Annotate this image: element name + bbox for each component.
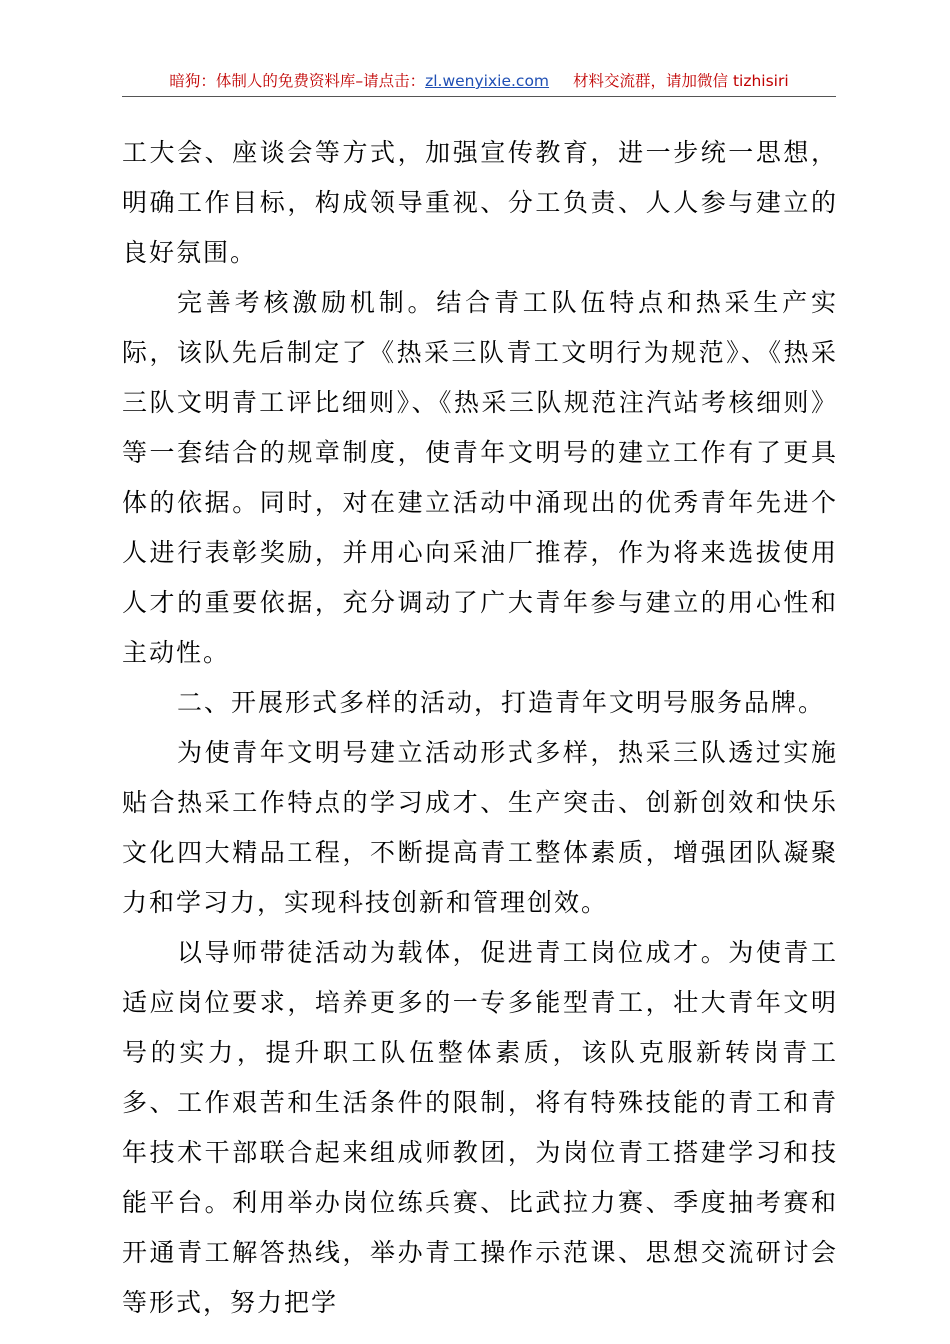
paragraph-mentoring: 以导师带徒活动为载体，促进青工岗位成才。为使青工适应岗位要求，培养更多的一专多能型青工，壮大青年文明号的实力，提升职工队伍整体素质，该队克服新转岗青工多、工作艰苦和生活条件的限制，将有特殊技能的青工和青年技术干部联合起来组成师教团，为岗位青工搭建学习和技能平台。利用举办岗位练兵赛、比武拉力赛、季度抽考赛和开通青工解答热线，举办青工操作示范课、思想交流研讨会等形式，努力把学 xyxy=(122,938,838,1317)
paragraph-activities-overview: 为使青年文明号建立活动形式多样，热采三队透过实施贴合热采工作特点的学习成才、生产突击、创新创效和快乐文化四大精品工程，不断提高青工整体素质，增强团队凝聚力和学习力，实现科技创新和管理创效。 xyxy=(122,738,838,917)
header-site-name: 暗狗：体制人的免费资料库 xyxy=(169,72,356,90)
header-url-link[interactable]: zl.wenyixie.com xyxy=(425,72,550,90)
document-body xyxy=(122,128,838,1328)
paragraph-continuation: 工大会、座谈会等方式，加强宣传教育，进一步统一思想，明确工作目标，构成领导重视、分工负责、人人参与建立的良好氛围。 xyxy=(122,138,838,267)
header-wechat-note: 材料交流群，请加微信 tizhisiri xyxy=(573,72,789,90)
page-header xyxy=(122,66,836,97)
header-click-prompt: –请点击： xyxy=(355,72,426,90)
paragraph-assessment-incentive: 完善考核激励机制。结合青工队伍特点和热采生产实际，该队先后制定了《热采三队青工文明行为规范》、《热采三队文明青工评比细则》、《热采三队规范注汽站考核细则》等一套结合的规章制度，使青年文明号的建立工作有了更具体的依据。同时，对在建立活动中涌现出的优秀青年先进个人进行表彰奖励，并用心向采油厂推荐，作为将来选拔使用人才的重要依据，充分调动了广大青年参与建立的用心性和主动性。 xyxy=(122,288,838,667)
section-heading-activities: 二、开展形式多样的活动，打造青年文明号服务品牌。 xyxy=(177,688,826,717)
